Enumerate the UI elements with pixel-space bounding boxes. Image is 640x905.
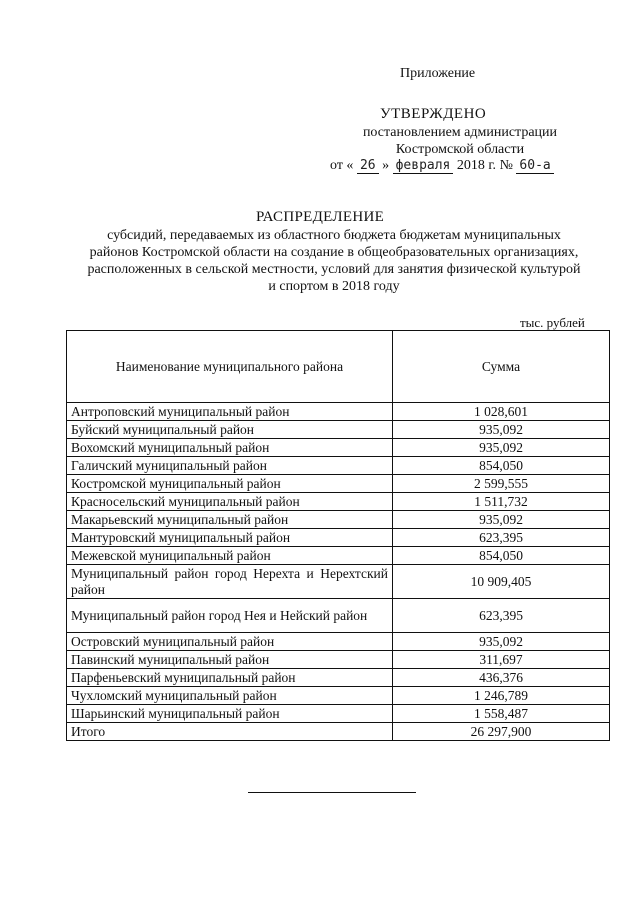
approved-by-line-2: Костромской области	[395, 142, 525, 157]
approved-by-line-1: постановлением администрации	[362, 125, 558, 140]
subtitle-line: и спортом в 2018 году	[268, 279, 400, 294]
document-subtitle	[56, 227, 612, 295]
date-line	[330, 158, 554, 174]
approved-by-block	[340, 124, 580, 158]
district-name-cell: Итого	[67, 723, 393, 741]
table-row	[67, 599, 610, 633]
date-month: февраля	[393, 159, 454, 174]
table-header-row	[67, 331, 610, 403]
table-row	[67, 723, 610, 741]
district-sum-cell: 935,092	[393, 439, 610, 457]
table-row	[67, 439, 610, 457]
district-sum-cell: 436,376	[393, 669, 610, 687]
district-sum-cell: 623,395	[393, 599, 610, 633]
number-value: 60-а	[516, 159, 553, 174]
appendix-label: Приложение	[400, 66, 476, 81]
table-row	[67, 529, 610, 547]
date-mid: »	[382, 158, 390, 173]
table-row	[67, 457, 610, 475]
table-row	[67, 633, 610, 651]
district-sum-cell: 1 511,732	[393, 493, 610, 511]
district-name-cell: Муниципальный район город Нея и Нейский район	[67, 599, 393, 633]
table-row	[67, 547, 610, 565]
subtitle-line: расположенных в сельской местности, условий для занятия физической культурой	[87, 262, 581, 277]
column-header-name: Наименование муниципального района	[67, 331, 393, 403]
district-name-cell: Буйский муниципальный район	[67, 421, 393, 439]
district-name-cell: Мантуровский муниципальный район	[67, 529, 393, 547]
district-sum-cell: 935,092	[393, 633, 610, 651]
district-name-cell: Антроповский муниципальный район	[67, 403, 393, 421]
district-sum-cell: 935,092	[393, 421, 610, 439]
district-name-cell: Чухломский муниципальный район	[67, 687, 393, 705]
district-name-cell: Шарьинский муниципальный район	[67, 705, 393, 723]
district-name-cell: Костромской муниципальный район	[67, 475, 393, 493]
district-name-cell: Галичский муниципальный район	[67, 457, 393, 475]
table-row	[67, 403, 610, 421]
district-sum-cell: 854,050	[393, 457, 610, 475]
distribution-table	[66, 330, 610, 741]
document-title: РАСПРЕДЕЛЕНИЕ	[255, 209, 385, 225]
table-row	[67, 475, 610, 493]
district-name-cell: Островский муниципальный район	[67, 633, 393, 651]
table-row	[67, 511, 610, 529]
approved-heading: УТВЕРЖДЕНО	[380, 106, 487, 122]
district-name-cell: Муниципальный район город Нерехта и Нерехтский район	[67, 565, 393, 599]
table-row	[67, 565, 610, 599]
table-row	[67, 651, 610, 669]
subtitle-line: районов Костромской области на создание в общеобразовательных организациях,	[89, 245, 579, 260]
units-label: тыс. рублей	[520, 315, 585, 330]
table-row	[67, 705, 610, 723]
column-header-sum: Сумма	[393, 331, 610, 403]
district-name-cell: Макарьевский муниципальный район	[67, 511, 393, 529]
table-row	[67, 687, 610, 705]
district-sum-cell: 1 246,789	[393, 687, 610, 705]
district-sum-cell: 2 599,555	[393, 475, 610, 493]
district-name-cell: Парфеньевский муниципальный район	[67, 669, 393, 687]
number-prefix: №	[499, 158, 513, 173]
district-sum-cell: 1 558,487	[393, 705, 610, 723]
footer-divider	[248, 792, 416, 793]
district-name-cell: Красносельский муниципальный район	[67, 493, 393, 511]
district-name-cell: Вохомский муниципальный район	[67, 439, 393, 457]
district-sum-cell: 311,697	[393, 651, 610, 669]
table-row	[67, 421, 610, 439]
district-sum-cell: 10 909,405	[393, 565, 610, 599]
date-year: 2018 г.	[456, 158, 497, 173]
district-sum-cell: 1 028,601	[393, 403, 610, 421]
table-row	[67, 493, 610, 511]
table-body	[67, 403, 610, 741]
district-sum-cell: 854,050	[393, 547, 610, 565]
district-name-cell: Межевской муниципальный район	[67, 547, 393, 565]
date-prefix: от «	[330, 158, 354, 173]
subtitle-line: субсидий, передаваемых из областного бюджета бюджетам муниципальных	[107, 228, 561, 243]
date-day: 26	[357, 159, 379, 174]
district-name-cell: Павинский муниципальный район	[67, 651, 393, 669]
district-sum-cell: 26 297,900	[393, 723, 610, 741]
district-sum-cell: 935,092	[393, 511, 610, 529]
district-sum-cell: 623,395	[393, 529, 610, 547]
table-row	[67, 669, 610, 687]
